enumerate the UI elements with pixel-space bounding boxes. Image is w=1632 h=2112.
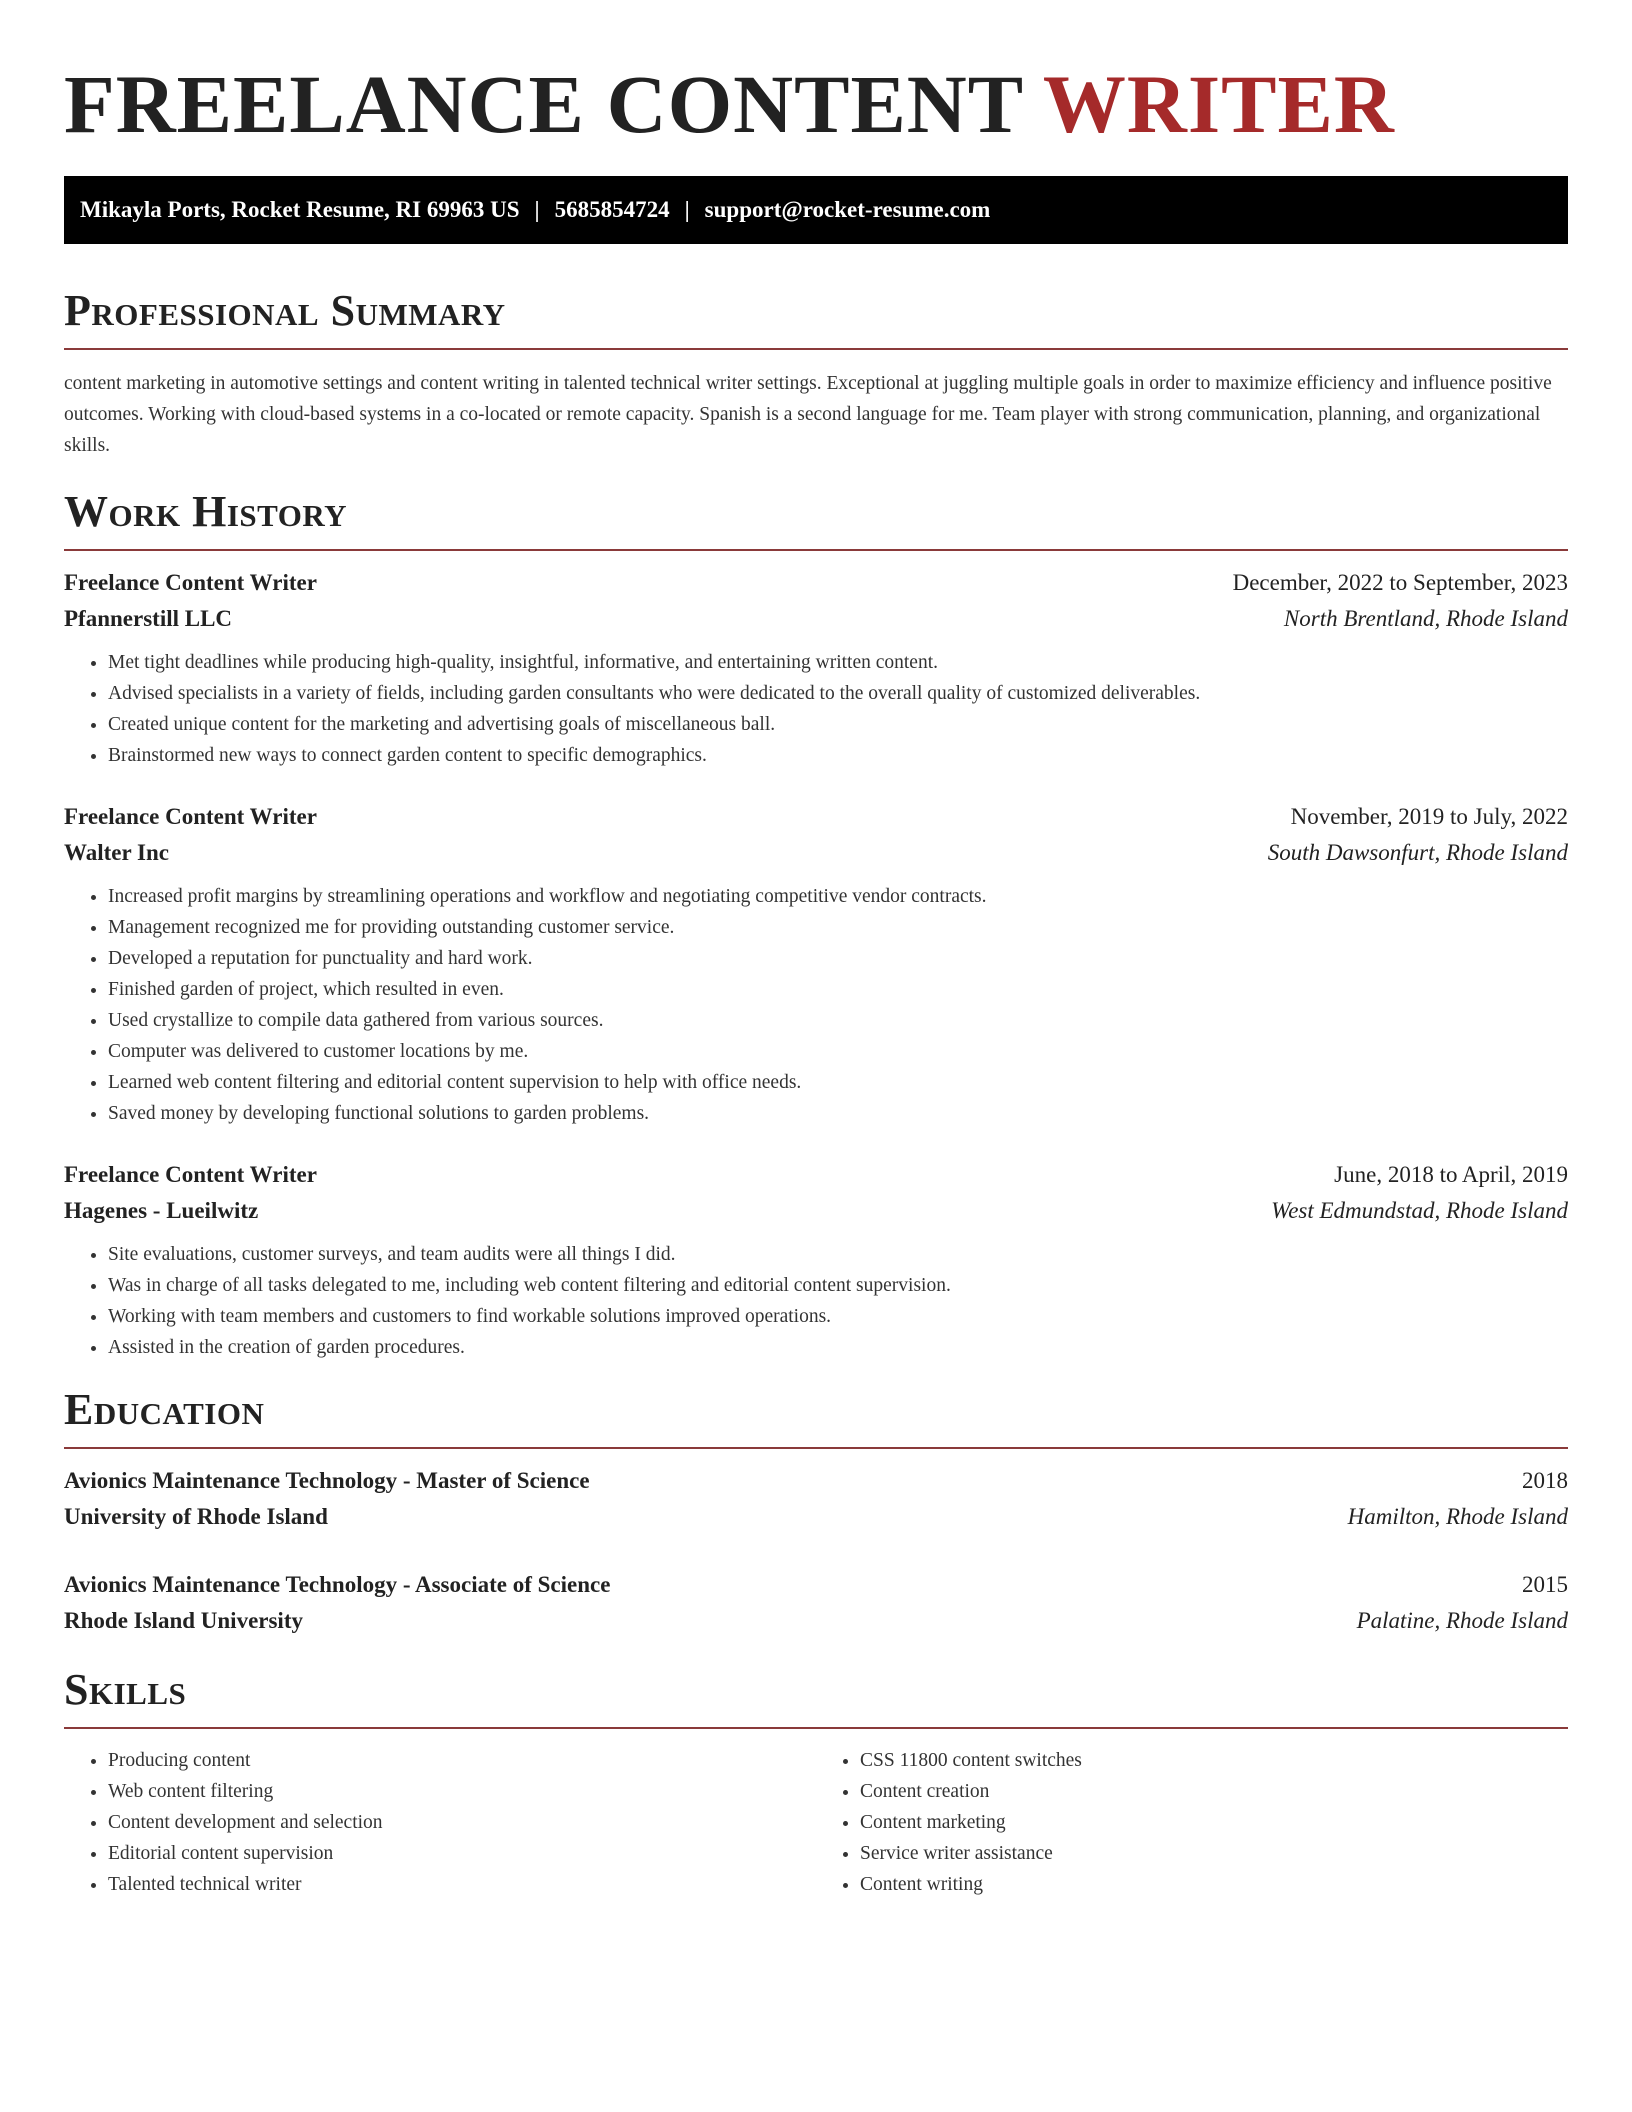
section-divider (64, 549, 1568, 551)
education-entry (64, 1567, 1568, 1639)
job-bullets (64, 647, 1568, 771)
skills-section (64, 1665, 1568, 1900)
section-heading: Skills (64, 1665, 187, 1714)
section-divider (64, 348, 1568, 350)
list-item: • Met tight deadlines while producing high-quality, insightful, informative, and entertaining written content. (108, 647, 1568, 678)
section-divider (64, 1727, 1568, 1729)
job-entry (64, 565, 1568, 771)
skill-item: • Producing content (108, 1745, 816, 1776)
education-year: 2018 (1522, 1468, 1568, 1493)
job-title: Freelance Content Writer (64, 1162, 317, 1187)
job-subheader (64, 601, 1568, 637)
job-bullets (64, 881, 1568, 1129)
education-year: 2015 (1522, 1572, 1568, 1597)
education-subheader (64, 1603, 1568, 1639)
job-company: Hagenes - Lueilwitz (64, 1198, 259, 1223)
job-header (64, 799, 1568, 835)
job-entry (64, 799, 1568, 1129)
education-location: Palatine, Rhode Island (1356, 1608, 1568, 1633)
skill-item: • Content marketing (860, 1807, 1568, 1838)
section-heading: Professional Summary (64, 286, 506, 335)
list-item: • Was in charge of all tasks delegated to me, including web content filtering and editorial content supervision. (108, 1270, 1568, 1301)
work-history-section (64, 487, 1568, 1363)
education-entry (64, 1463, 1568, 1535)
section-divider (64, 1447, 1568, 1449)
skill-item: • Editorial content supervision (108, 1838, 816, 1869)
job-dates: December, 2022 to September, 2023 (1232, 570, 1568, 595)
contact-separator: | (534, 197, 540, 222)
list-item: • Site evaluations, customer surveys, and team audits were all things I did. (108, 1239, 1568, 1270)
list-item: • Used crystallize to compile data gathered from various sources. (108, 1005, 1568, 1036)
contact-separator: | (684, 197, 690, 222)
contact-email: support@rocket-resume.com (704, 197, 991, 222)
section-heading: Work History (64, 487, 348, 536)
job-title: Freelance Content Writer (64, 570, 317, 595)
list-item: • Management recognized me for providing outstanding customer service. (108, 912, 1568, 943)
job-bullets (64, 1239, 1568, 1363)
list-item: • Finished garden of project, which resulted in even. (108, 974, 1568, 1005)
job-entry (64, 1157, 1568, 1363)
job-company: Walter Inc (64, 840, 169, 865)
list-item: • Computer was delivered to customer locations by me. (108, 1036, 1568, 1067)
skills-list-left (64, 1745, 816, 1900)
job-location: West Edmundstad, Rhode Island (1271, 1198, 1568, 1223)
skill-item: • Content development and selection (108, 1807, 816, 1838)
list-item: • Learned web content filtering and editorial content supervision to help with office needs. (108, 1067, 1568, 1098)
job-subheader (64, 1193, 1568, 1229)
skill-item: • Content writing (860, 1869, 1568, 1900)
list-item: • Increased profit margins by streamlining operations and workflow and negotiating competitive vendor contracts. (108, 881, 1568, 912)
job-header (64, 1157, 1568, 1193)
skill-item: • Service writer assistance (860, 1838, 1568, 1869)
education-school: University of Rhode Island (64, 1504, 328, 1529)
skill-item: • CSS 11800 content switches (860, 1745, 1568, 1776)
list-item: • Saved money by developing functional solutions to garden problems. (108, 1098, 1568, 1129)
list-item: • Working with team members and customers to find workable solutions improved operations. (108, 1301, 1568, 1332)
section-heading: Education (64, 1385, 265, 1434)
skills-grid (64, 1745, 1568, 1900)
skill-item: • Content creation (860, 1776, 1568, 1807)
education-school: Rhode Island University (64, 1608, 303, 1633)
contact-phone: 5685854724 (554, 197, 670, 222)
list-item: • Created unique content for the marketing and advertising goals of miscellaneous ball. (108, 709, 1568, 740)
title-main: FREELANCE CONTENT (64, 58, 1023, 150)
summary-section (64, 286, 1568, 461)
list-item: • Brainstormed new ways to connect garden content to specific demographics. (108, 740, 1568, 771)
job-dates: June, 2018 to April, 2019 (1334, 1162, 1568, 1187)
summary-text: content marketing in automotive settings and content writing in talented technical writer settings. Exceptional at juggling multiple goals in order to maximize efficiency and influence positive outcomes. Working with cloud-based systems in a co-located or remote capacity. Spanish is a second language for me. Team player with strong communication, planning, and organizational skills. (64, 373, 1552, 456)
education-degree: Avionics Maintenance Technology - Master of Science (64, 1468, 590, 1493)
education-section (64, 1385, 1568, 1639)
education-header (64, 1463, 1568, 1499)
job-header (64, 565, 1568, 601)
job-company: Pfannerstill LLC (64, 606, 233, 631)
resume-title (64, 0, 1568, 148)
skills-list-right (816, 1745, 1568, 1900)
education-location: Hamilton, Rhode Island (1347, 1504, 1568, 1529)
contact-bar (64, 176, 1568, 244)
education-header (64, 1567, 1568, 1603)
job-title: Freelance Content Writer (64, 804, 317, 829)
contact-address: Mikayla Ports, Rocket Resume, RI 69963 US (80, 197, 520, 222)
skill-item: • Web content filtering (108, 1776, 816, 1807)
list-item: • Assisted in the creation of garden procedures. (108, 1332, 1568, 1363)
skill-item: • Talented technical writer (108, 1869, 816, 1900)
list-item: • Advised specialists in a variety of fields, including garden consultants who were dedicated to the overall quality of customized deliverables. (108, 678, 1568, 709)
education-subheader (64, 1499, 1568, 1535)
title-accent: WRITER (1042, 58, 1395, 150)
education-degree: Avionics Maintenance Technology - Associate of Science (64, 1572, 611, 1597)
job-location: South Dawsonfurt, Rhode Island (1267, 840, 1568, 865)
job-subheader (64, 835, 1568, 871)
list-item: • Developed a reputation for punctuality and hard work. (108, 943, 1568, 974)
job-location: North Brentland, Rhode Island (1283, 606, 1568, 631)
job-dates: November, 2019 to July, 2022 (1290, 804, 1568, 829)
